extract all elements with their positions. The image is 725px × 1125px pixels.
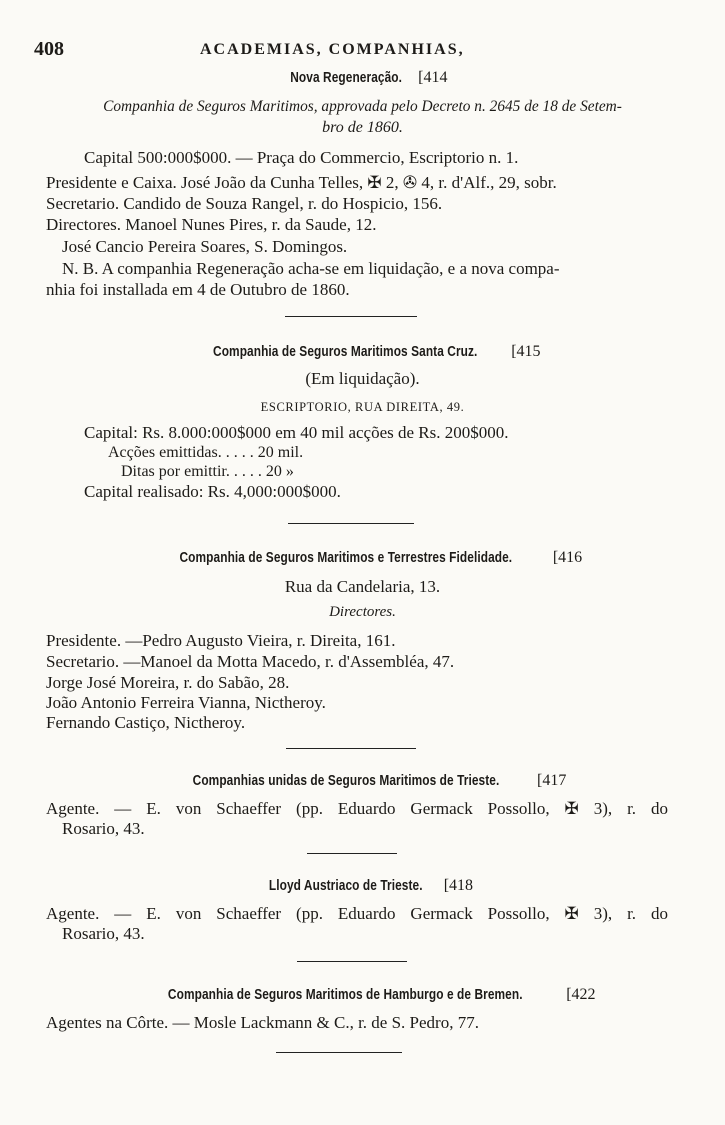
- entry-416-subhead: Directores.: [329, 604, 396, 620]
- entry-416-number: [416: [552, 549, 583, 566]
- entry-418-number: [418: [443, 877, 474, 894]
- entry-416-director-3: Fernando Castiço, Nictheroy.: [46, 713, 246, 732]
- separator-rule: [297, 961, 407, 962]
- entry-417-heading: Companhias unidas de Seguros Maritimos de Trieste.: [192, 773, 500, 789]
- entry-414-secretario: Secretario. Candido de Souza Rangel, r. do Hospicio, 156.: [46, 194, 443, 213]
- entry-416-address: Rua da Candelaria, 13.: [284, 577, 441, 596]
- entry-415-accoes-emittidas: Acções emittidas. . . . . 20 mil.: [108, 444, 304, 461]
- entry-422-agentes: Agentes na Côrte. — Mosle Lackmann & C., r. de S. Pedro, 77.: [46, 1013, 479, 1032]
- entry-415-number: [415: [511, 343, 541, 360]
- entry-415-status: (Em liquidação).: [305, 369, 420, 388]
- entry-414-capital: Capital 500:000$000. — Praça do Commercio, Escriptorio n. 1.: [84, 148, 519, 167]
- entry-416-heading-row: [0, 546, 725, 569]
- entry-422-number: [422: [566, 986, 596, 1003]
- entry-418-agente-cont: Rosario, 43.: [62, 924, 145, 943]
- entry-416-secretario: Secretario. —Manoel da Motta Macedo, r. d'Assembléa, 47.: [46, 652, 455, 671]
- entry-416-director-1: Jorge José Moreira, r. do Sabão, 28.: [46, 673, 290, 692]
- entry-418-heading-row: [0, 874, 725, 897]
- entry-415-capital: Capital: Rs. 8.000:000$000 em 40 mil acções de Rs. 200$000.: [84, 423, 509, 442]
- entry-414-heading-row: [0, 66, 725, 89]
- entry-418-heading: Lloyd Austriaco de Trieste.: [268, 878, 423, 894]
- entry-414-directores: Directores. Manoel Nunes Pires, r. da Saude, 12.: [46, 215, 377, 234]
- entry-414-note-1: N. B. A companhia Regeneração acha-se em liquidação, e a nova compa-: [62, 259, 560, 278]
- entry-414-director-2: José Cancio Pereira Soares, S. Domingos.: [62, 237, 348, 256]
- entry-417-heading-row: [0, 769, 725, 792]
- separator-rule: [286, 748, 416, 749]
- entry-414-note-2: nhia foi installada em 4 de Outubro de 1860.: [46, 280, 350, 299]
- separator-rule: [288, 523, 414, 524]
- entry-416-director-2: João Antonio Ferreira Vianna, Nictheroy.: [46, 693, 326, 712]
- entry-415-heading-row: [0, 340, 725, 363]
- entry-417-agente: Agente. — E. von Schaeffer (pp. Eduardo Germack Possollo, ✠ 3), r. do: [46, 799, 668, 818]
- entry-414-heading: Nova Regeneração.: [289, 70, 402, 86]
- entry-414-subtitle-1: Companhia de Seguros Maritimos, approvada pelo Decreto n. 2645 de 18 de Setem-: [103, 98, 622, 115]
- entry-414-presidente: Presidente e Caixa. José João da Cunha Telles, ✠ 2, ✇ 4, r. d'Alf., 29, sobr.: [46, 173, 557, 192]
- entry-422-heading: Companhia de Seguros Maritimos de Hamburgo e de Bremen.: [168, 987, 524, 1003]
- entry-415-ditas-por-emittir: Ditas por emittir. . . . . 20 »: [121, 463, 294, 480]
- entry-414-number: [414: [418, 69, 448, 86]
- entry-422-heading-row: [0, 983, 725, 1006]
- entry-416-presidente: Presidente. —Pedro Augusto Vieira, r. Direita, 161.: [46, 631, 396, 650]
- separator-rule: [276, 1052, 402, 1053]
- running-head: ACADEMIAS, COMPANHIAS,: [200, 41, 465, 58]
- entry-414-subtitle-2: bro de 1860.: [322, 119, 403, 136]
- entry-415-office: ESCRIPTORIO, RUA DIREITA, 49.: [260, 400, 465, 414]
- entry-418-agente: Agente. — E. von Schaeffer (pp. Eduardo Germack Possollo, ✠ 3), r. do: [46, 904, 668, 923]
- entry-415-heading: Companhia de Seguros Maritimos Santa Cruz.: [213, 344, 478, 360]
- page-number: 408: [34, 38, 64, 60]
- separator-rule: [285, 316, 417, 317]
- entry-417-number: [417: [536, 772, 567, 789]
- separator-rule: [307, 853, 397, 854]
- entry-416-heading: Companhia de Seguros Maritimos e Terrestres Fidelidade.: [179, 550, 513, 566]
- entry-417-agente-cont: Rosario, 43.: [62, 819, 145, 838]
- entry-415-capital-realisado: Capital realisado: Rs. 4,000:000$000.: [84, 482, 341, 501]
